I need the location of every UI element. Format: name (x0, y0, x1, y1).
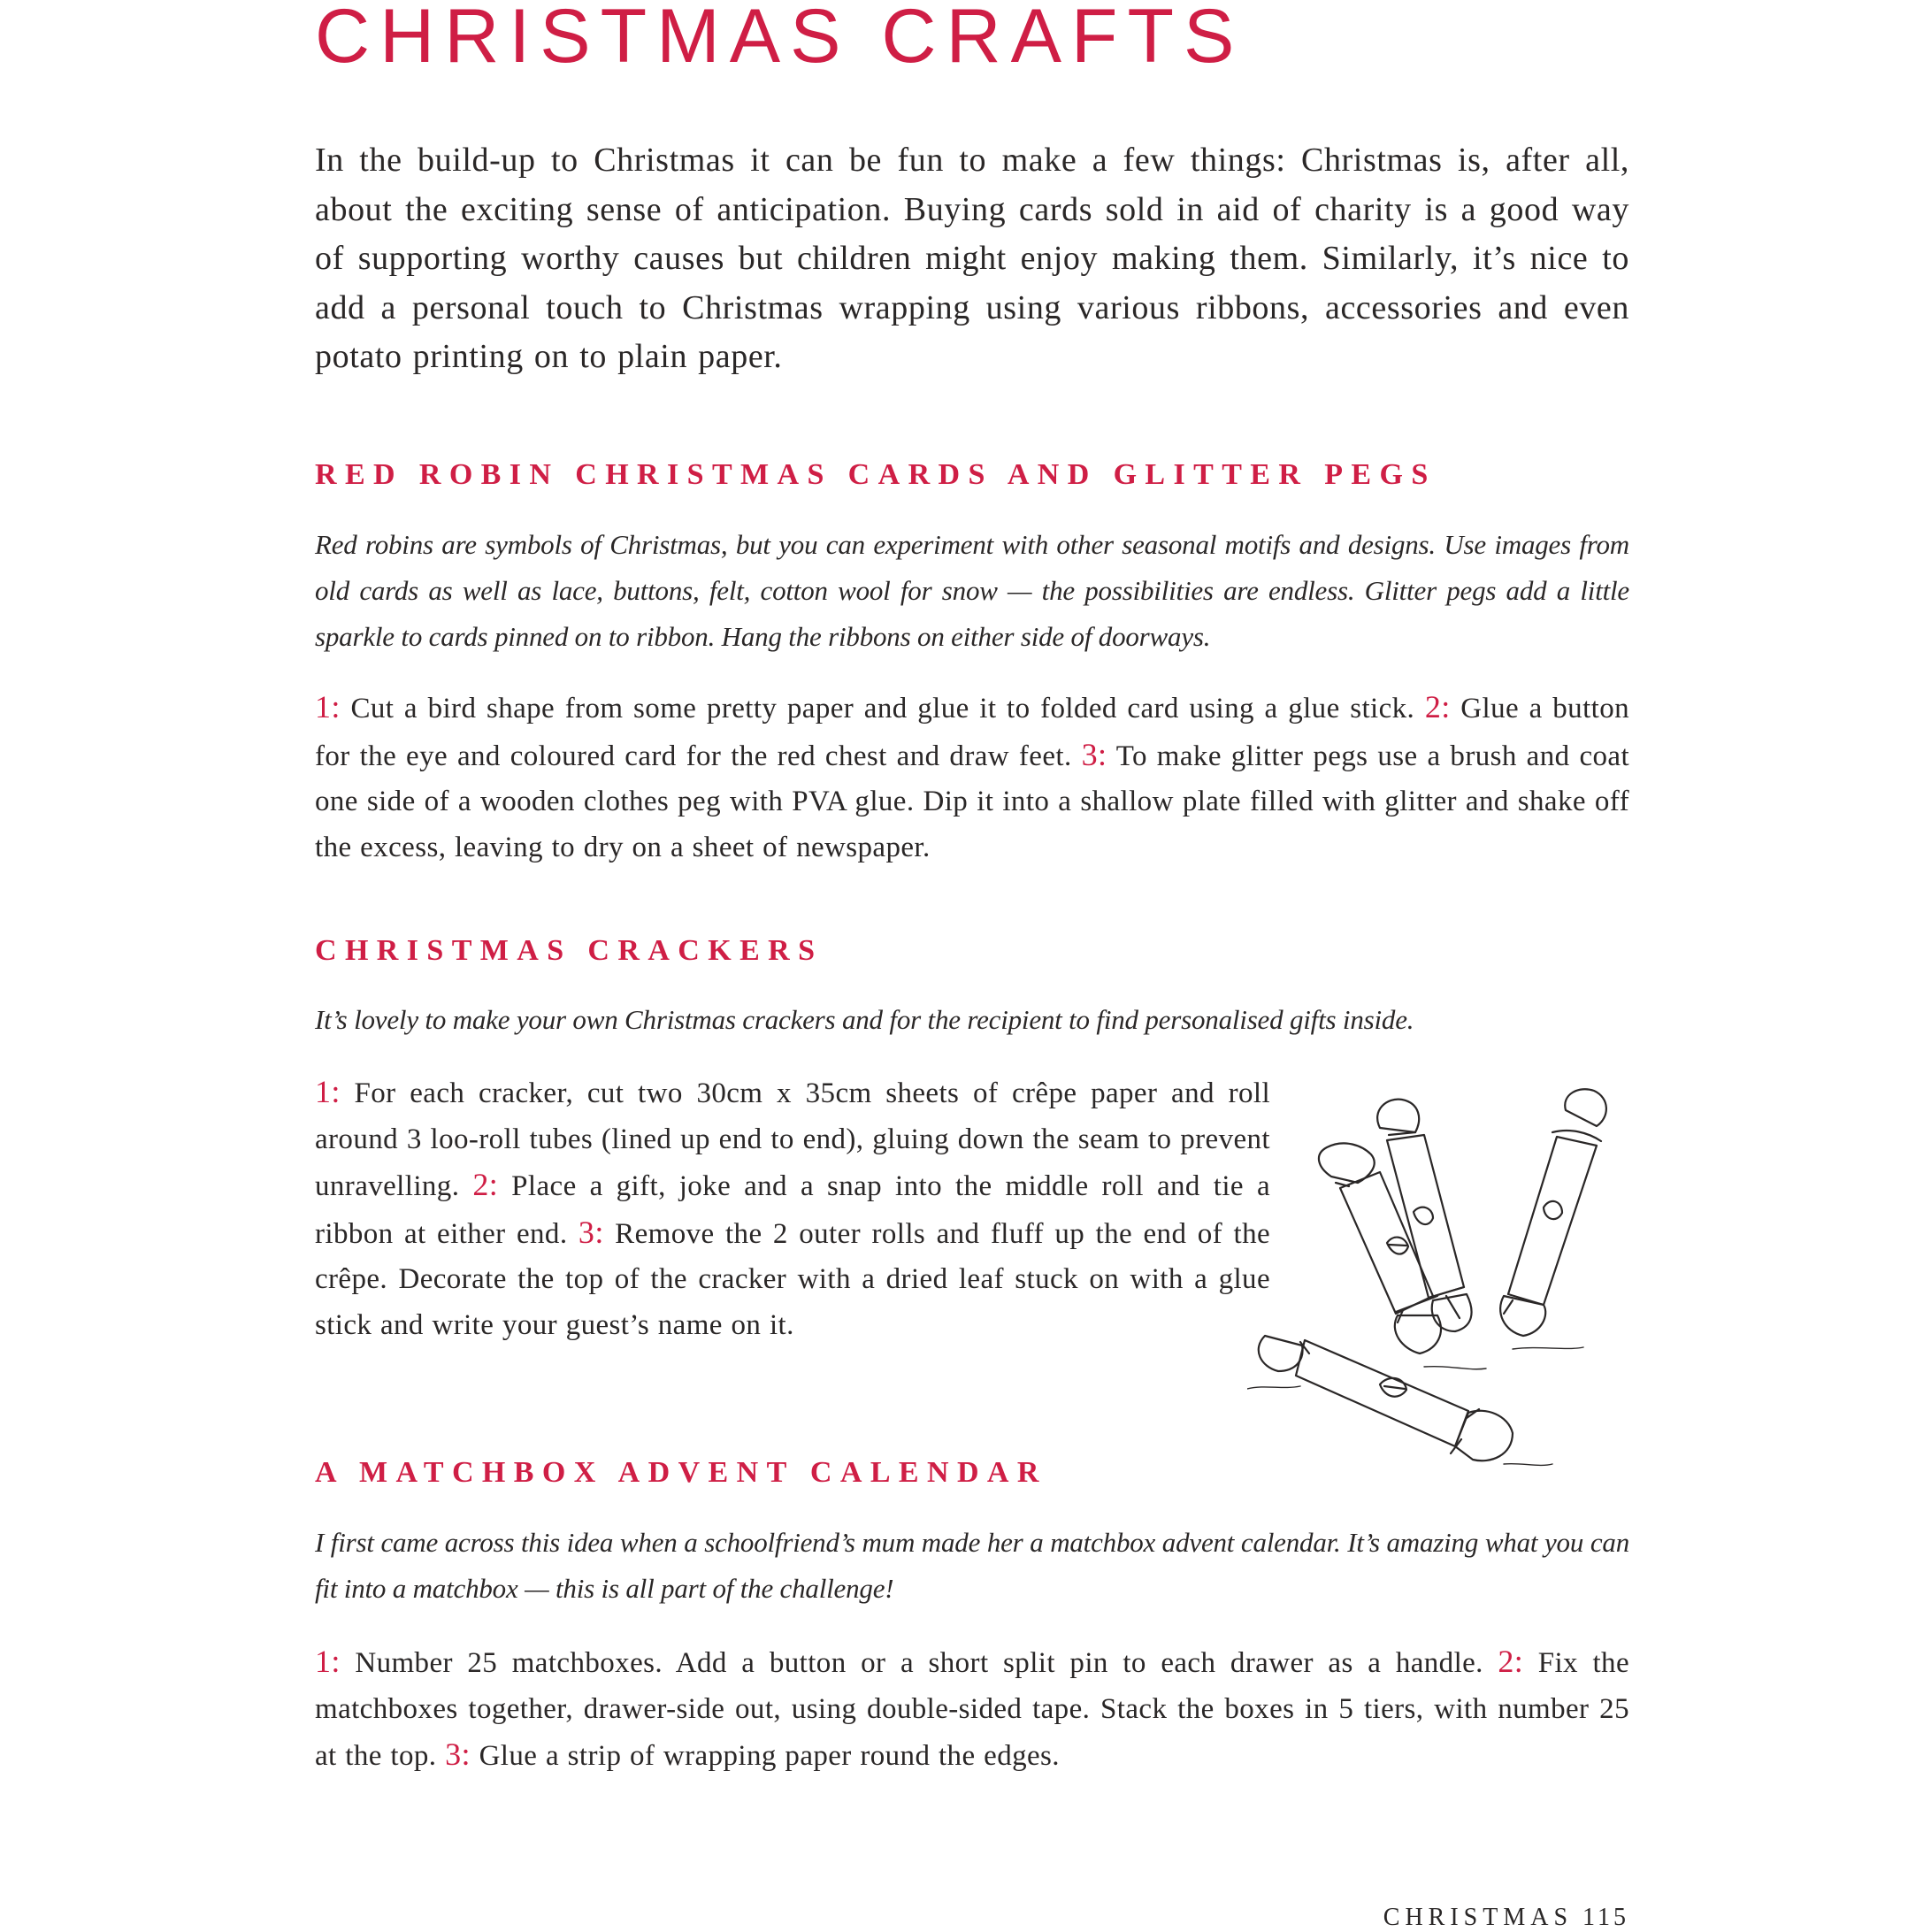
step-text: Remove the 2 outer rolls and fluff up the end of the crêpe. Decorate the top of the cracker with a dried leaf stuck on with a glue stick and write your guest’s name on it. (315, 1217, 1271, 1341)
section-intro-robin-cards: Red robins are symbols of Christmas, but you can experiment with other seasonal motifs and designs. Use images from old cards as well as lace, buttons, felt, cotton wool for snow — the possibilities are endless. Glitter pegs add a little sparkle to cards pinned on to ribbon. Hang the ribbons on either side of doorways. (315, 529, 1629, 652)
cracker-drawing (1259, 1336, 1513, 1460)
steps-crackers (315, 1070, 1270, 1348)
section-intro-advent: I first came across this idea when a schoolfriend’s mum made her a matchbox advent calendar. It’s amazing what you can fit into a matchbox — this is all part of the challenge! (315, 1527, 1629, 1604)
page-number: 115 (1582, 1904, 1629, 1931)
step-text: Glue a button for the eye and coloured card for the red chest and draw feet. (315, 693, 1630, 772)
step-text: Glue a strip of wrapping paper round the edges. (479, 1740, 1060, 1772)
footer-section-name: CHRISTMAS (1383, 1904, 1574, 1931)
cracker-drawing (1319, 1143, 1441, 1353)
step-text: Cut a bird shape from some pretty paper and glue it to folded card using a glue stick. (350, 693, 1415, 724)
step-number: 2: (472, 1167, 499, 1202)
step-text: To make glitter pegs use a brush and coat one side of a wooden clothes peg with PVA glue. Dip it into a shallow plate filled with glitter and shake off the excess, leaving to dry on a sheet of newspaper. (315, 740, 1630, 863)
intro-paragraph: In the build-up to Christmas it can be fun to make a few things: Christmas is, after all, about the exciting sense of anticipation. Buying cards sold in aid of charity is a good way of supporting worthy causes but children might enjoy making them. Similarly, it’s nice to add a personal touch to Christmas wrapping using various ribbons, accessories and even potato printing on to plain paper. (315, 142, 1629, 375)
section-intro-crackers: It’s lovely to make your own Christmas crackers and for the recipient to find personalised gifts inside. (315, 1004, 1414, 1035)
section-heading-advent: A MATCHBOX ADVENT CALENDAR (315, 1456, 1047, 1489)
step-number: 1: (315, 1074, 341, 1109)
step-number: 1: (315, 689, 341, 724)
step-number: 2: (1424, 689, 1451, 724)
cracker-drawing (1377, 1100, 1471, 1331)
step-number: 2: (1498, 1644, 1524, 1679)
step-text: For each cracker, cut two 30cm x 35cm sheets of crêpe paper and roll around 3 loo-roll tubes (lined up end to end), gluing down the seam to prevent unravelling. (315, 1077, 1271, 1202)
step-text: Fix the matchboxes together, drawer-side out, using double-sided tape. Stack the boxes in 5 tiers, with number 25 at the top. (315, 1647, 1629, 1772)
step-text: Number 25 matchboxes. Add a button or a short split pin to each drawer as a handle. (355, 1647, 1483, 1679)
section-heading-crackers: CHRISTMAS CRACKERS (315, 934, 824, 967)
step-number: 3: (1081, 736, 1107, 772)
steps-robin-cards (315, 685, 1629, 870)
page-footer (1383, 1904, 1629, 1932)
step-text: Place a gift, joke and a snap into the middle roll and tie a ribbon at either end. (315, 1170, 1270, 1250)
section-heading-robin-cards: RED ROBIN CHRISTMAS CARDS AND GLITTER PEGS (315, 458, 1437, 491)
steps-advent (315, 1639, 1629, 1780)
christmas-crackers-illustration (1247, 1084, 1645, 1499)
step-number: 1: (315, 1644, 341, 1679)
cracker-drawing (1500, 1089, 1606, 1336)
page-title: CHRISTMAS CRAFTS (315, 0, 1245, 79)
step-number: 3: (578, 1214, 604, 1250)
step-number: 3: (445, 1736, 471, 1772)
